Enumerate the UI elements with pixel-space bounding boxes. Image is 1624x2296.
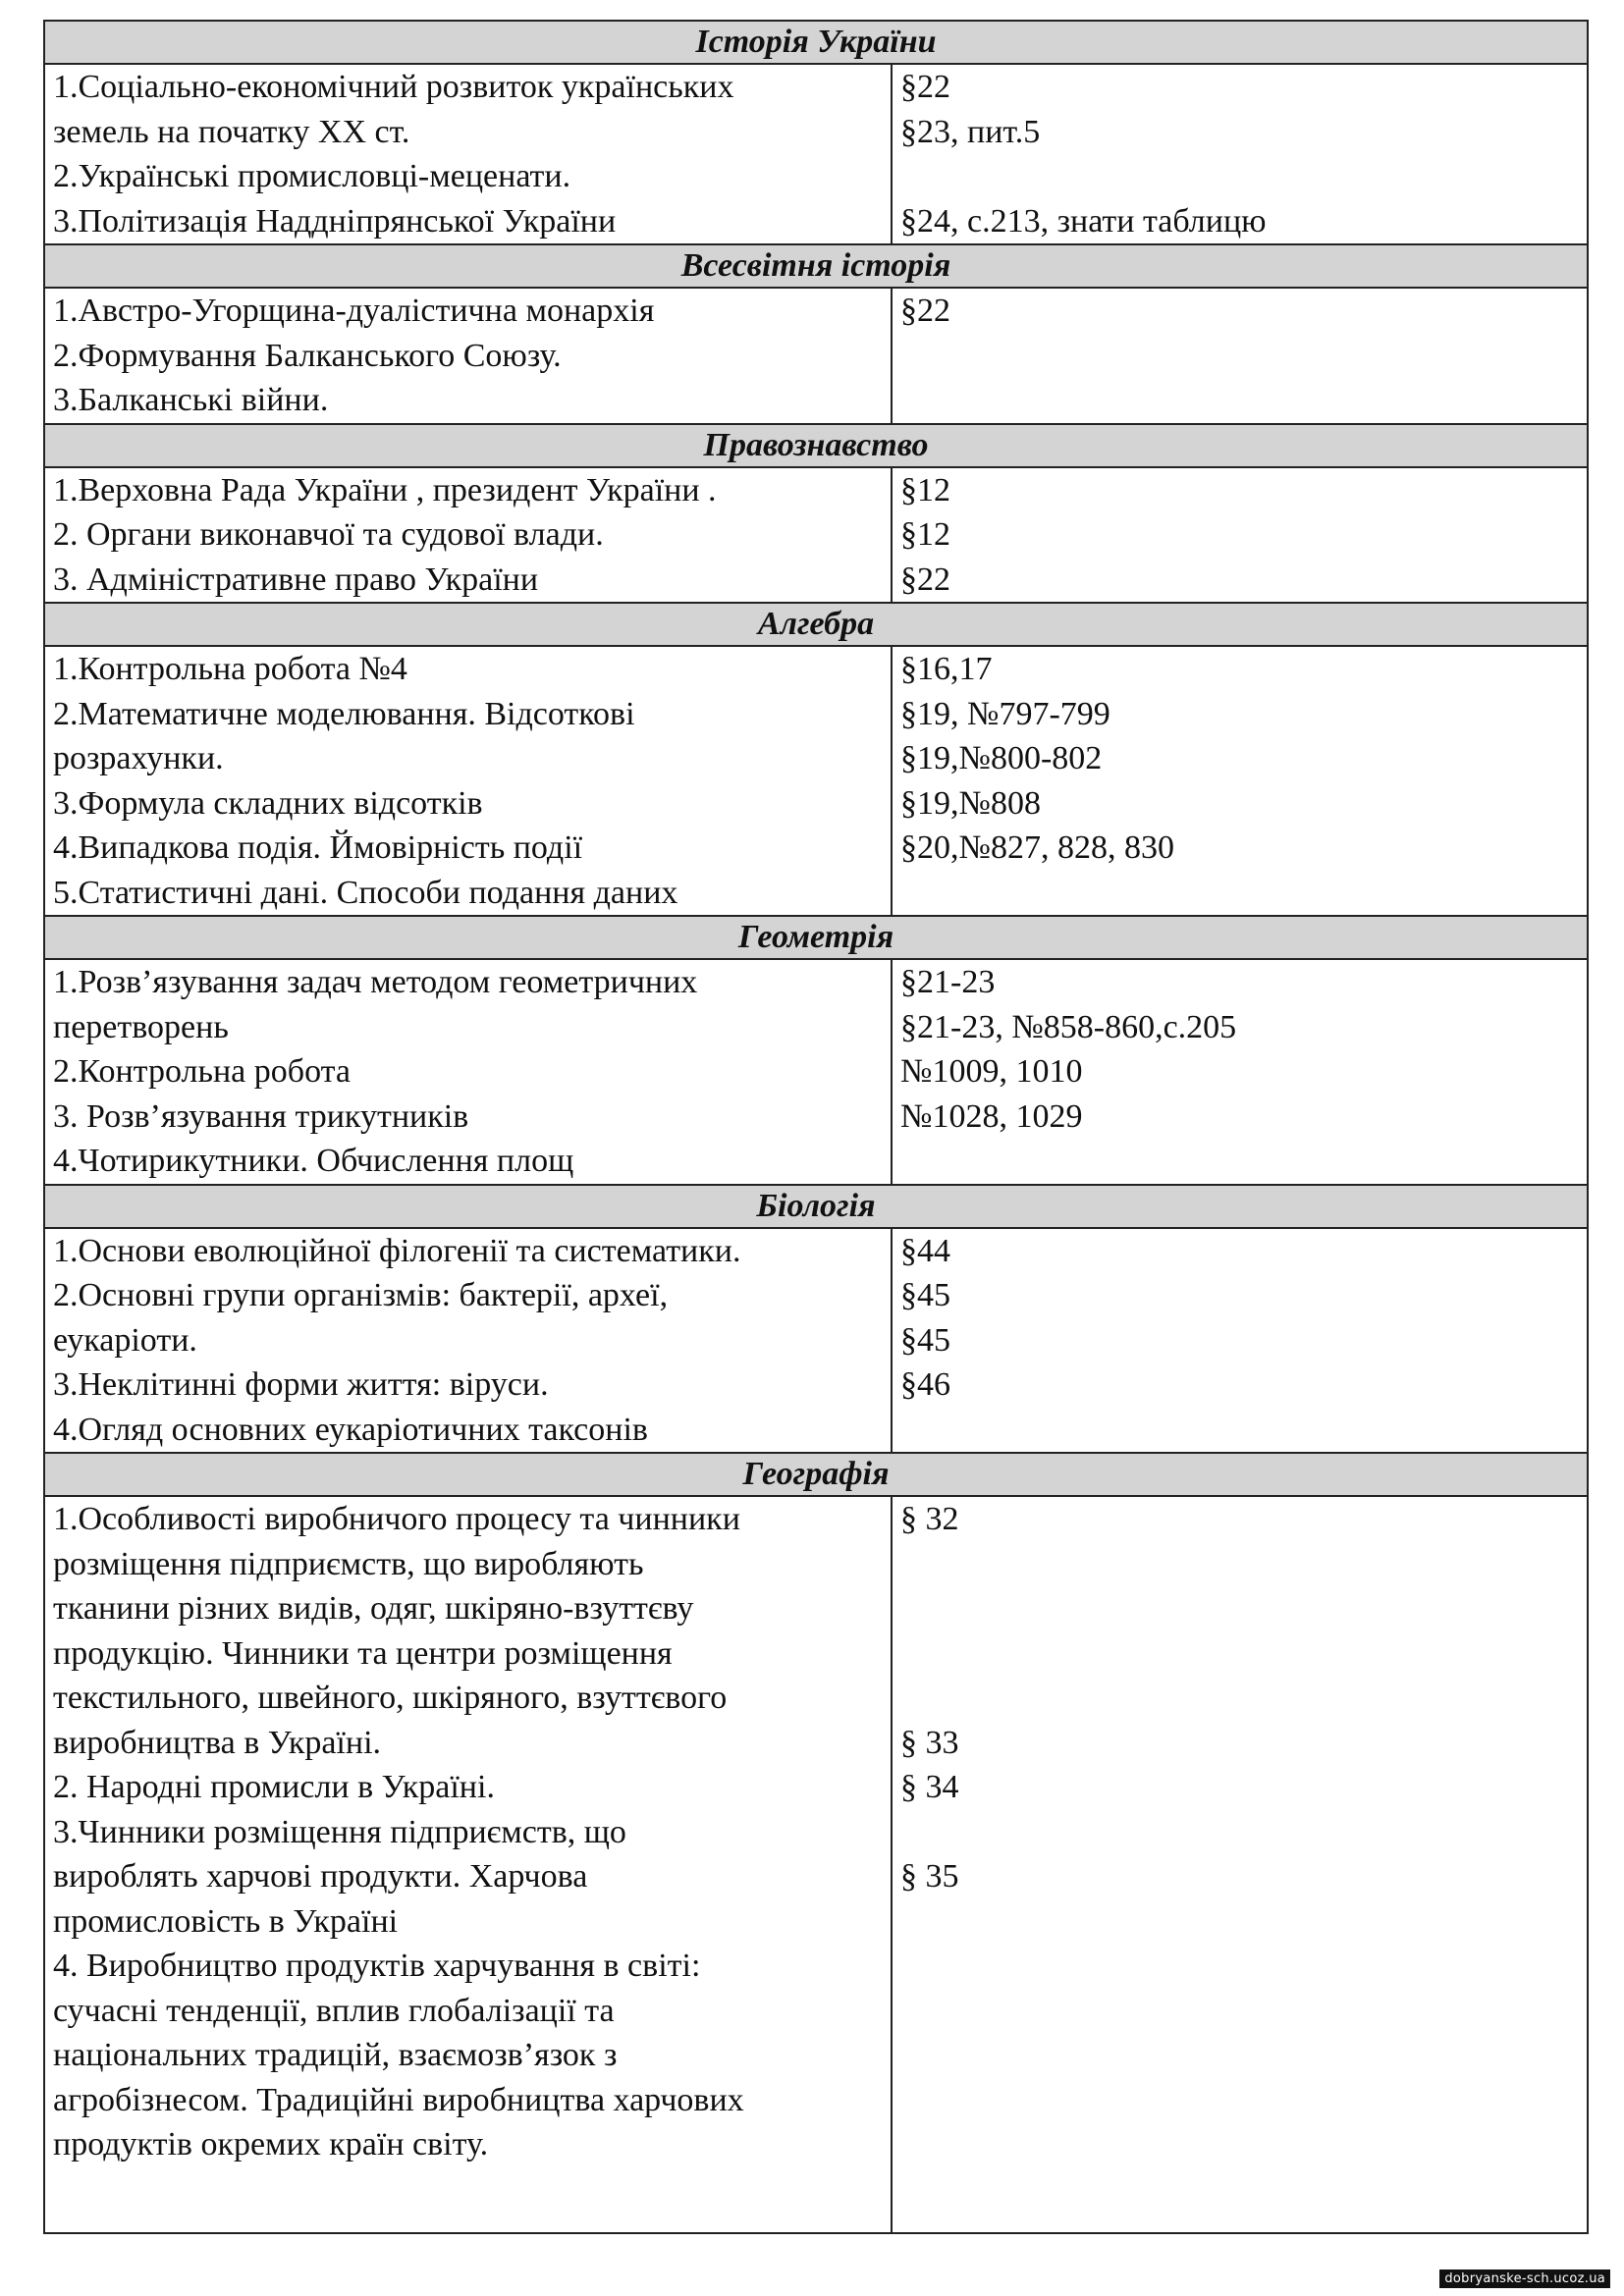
topic-line: вироблять харчові продукти. Харчова: [53, 1858, 588, 1895]
assignment-cell: [892, 1228, 1588, 1454]
topic-line: 3.Балканські війни.: [53, 382, 329, 418]
topic-line: 3.Політизація Наддніпрянської України: [53, 202, 617, 240]
subject-header-row: [44, 1453, 1588, 1496]
topic-line: сучасні тенденції, вплив глобалізації та: [53, 1992, 615, 2029]
assignment-line: §22: [900, 293, 950, 329]
subject-content-row: [44, 959, 1588, 1185]
subject-header-row: [44, 424, 1588, 467]
topic-line: текстильного, швейного, шкіряного, взуттєвого: [53, 1680, 728, 1716]
topic-line: 4.Огляд основних еукаріотичних таксонів: [53, 1411, 648, 1448]
topic-line: 2.Математичне моделювання. Відсоткові: [53, 695, 635, 732]
topic-line: національних традицій, взаємозв’язок з: [53, 2037, 618, 2073]
topic-line: 1.Основи еволюційної філогенії та систематики.: [53, 1232, 741, 1269]
topic-line: 2. Народні промисли в Україні.: [53, 1769, 495, 1805]
assignment-line: §16,17: [900, 651, 993, 687]
subject-header-row: [44, 603, 1588, 646]
assignment-line: § 35: [900, 1858, 959, 1895]
assignment-line: §21-23: [900, 964, 996, 1000]
topic-line: 5.Статистичні дані. Способи подання даних: [53, 874, 678, 911]
subject-content-row: [44, 1496, 1588, 2233]
topic-line: 1.Верховна Рада України , президент України .: [53, 471, 717, 508]
topics-cell: [44, 1496, 892, 2233]
assignment-line: §45: [900, 1277, 950, 1313]
topics-cell: [44, 288, 892, 424]
homework-table: [43, 20, 1589, 2234]
topic-line: 2.Формування Балканського Союзу.: [53, 337, 562, 374]
assignment-line: §21-23, №858-860,с.205: [900, 1008, 1237, 1045]
subject-title: Біологія: [44, 1185, 1588, 1228]
topic-line: 2.Основні групи організмів: бактерії, археї,: [53, 1277, 669, 1313]
assignment-line: § 34: [900, 1769, 959, 1805]
assignment-line: §12: [900, 471, 950, 508]
subject-title: Історія України: [44, 21, 1588, 64]
subject-header-row: [44, 916, 1588, 959]
topic-line: земель на початку ХХ ст.: [53, 113, 410, 150]
assignment-line: §20,№827, 828, 830: [900, 829, 1174, 866]
assignment-cell: [892, 288, 1588, 424]
topic-line: 4.Чотирикутники. Обчислення площ: [53, 1143, 574, 1179]
assignment-line: [900, 1676, 1581, 1721]
topic-line: розрахунки.: [53, 740, 224, 776]
assignment-line: §24, с.213, знати таблицю: [900, 202, 1267, 240]
subject-title: Правознавство: [44, 424, 1588, 467]
topic-line: 3. Розв’язування трикутників: [53, 1097, 469, 1135]
assignment-line: [900, 154, 1581, 199]
topics-cell: [44, 467, 892, 604]
assignment-line: §19,№800-802: [900, 740, 1103, 776]
topic-line: 2. Органи виконавчої та судової влади.: [53, 516, 604, 553]
topic-line: 4. Виробництво продуктів харчування в світі:: [53, 1948, 701, 1984]
subject-header-row: [44, 21, 1588, 64]
subject-content-row: [44, 646, 1588, 916]
topic-line: 3. Адміністративне право України: [53, 561, 539, 598]
topic-line: 3.Неклітинні форми життя: віруси.: [53, 1366, 549, 1403]
topic-line: агробізнесом. Традиційні виробництва харчових: [53, 2081, 744, 2118]
topics-cell: [44, 959, 892, 1185]
assignment-line: [900, 1586, 1581, 1631]
subject-title: Алгебра: [44, 603, 1588, 646]
assignment-cell: [892, 64, 1588, 244]
assignment-line: §45: [900, 1321, 950, 1359]
topics-cell: [44, 1228, 892, 1454]
topic-line: розміщення підприємств, що виробляють: [53, 1545, 644, 1582]
assignment-line: §12: [900, 516, 950, 553]
assignment-cell: [892, 467, 1588, 604]
topic-line: 4.Випадкова подія. Ймовірність події: [53, 829, 583, 866]
subject-content-row: [44, 1228, 1588, 1454]
site-watermark: dobryanske-sch.ucoz.ua: [1439, 2269, 1610, 2288]
assignment-line: №1028, 1029: [900, 1097, 1083, 1135]
assignment-line: [900, 1542, 1581, 1587]
subject-header-row: [44, 1185, 1588, 1228]
assignment-line: §22: [900, 69, 950, 105]
topic-line: тканини різних видів, одяг, шкіряно-взуттєву: [53, 1590, 694, 1627]
subject-content-row: [44, 288, 1588, 424]
topic-line: виробництва в Україні.: [53, 1724, 382, 1761]
topic-line: 1.Особливості виробничого процесу та чинники: [53, 1501, 740, 1537]
topic-line: 1.Австро-Угорщина-дуалістична монархія: [53, 293, 655, 329]
topic-line: 3.Формула складних відсотків: [53, 784, 483, 822]
topic-line: 3.Чинники розміщення підприємств, що: [53, 1813, 626, 1850]
assignment-line: §46: [900, 1366, 950, 1403]
topic-line: еукаріоти.: [53, 1321, 197, 1359]
topic-line: 2.Контрольна робота: [53, 1053, 351, 1090]
assignment-line: §19, №797-799: [900, 695, 1110, 732]
topic-line: 2.Українські промисловці-меценати.: [53, 158, 571, 194]
assignment-line: [900, 1631, 1581, 1677]
assignment-line: §22: [900, 561, 950, 598]
topic-line: перетворень: [53, 1008, 229, 1045]
topic-line: промисловість в Україні: [53, 1902, 399, 1940]
subject-content-row: [44, 64, 1588, 244]
topic-line: 1.Розв’язування задач методом геометричних: [53, 964, 698, 1000]
subject-header-row: [44, 244, 1588, 288]
topic-line: 1.Контрольна робота №4: [53, 651, 407, 687]
assignment-cell: [892, 959, 1588, 1185]
assignment-line: §19,№808: [900, 784, 1041, 822]
assignment-line: §23, пит.5: [900, 113, 1041, 150]
topic-line: продуктів окремих країн світу.: [53, 2126, 489, 2163]
assignment-cell: [892, 1496, 1588, 2233]
topic-line: продукцію. Чинники та центри розміщення: [53, 1634, 673, 1672]
assignment-line: § 33: [900, 1724, 959, 1761]
assignment-cell: [892, 646, 1588, 916]
topics-cell: [44, 64, 892, 244]
subject-title: Географія: [44, 1453, 1588, 1496]
topics-cell: [44, 646, 892, 916]
assignment-line: §44: [900, 1232, 950, 1269]
subject-title: Всесвітня історія: [44, 244, 1588, 288]
topic-line: 1.Соціально-економічний розвиток українських: [53, 69, 734, 105]
subject-content-row: [44, 467, 1588, 604]
assignment-line: №1009, 1010: [900, 1053, 1083, 1090]
assignment-line: § 32: [900, 1501, 959, 1537]
assignment-line: [900, 1810, 1581, 1855]
subject-title: Геометрія: [44, 916, 1588, 959]
